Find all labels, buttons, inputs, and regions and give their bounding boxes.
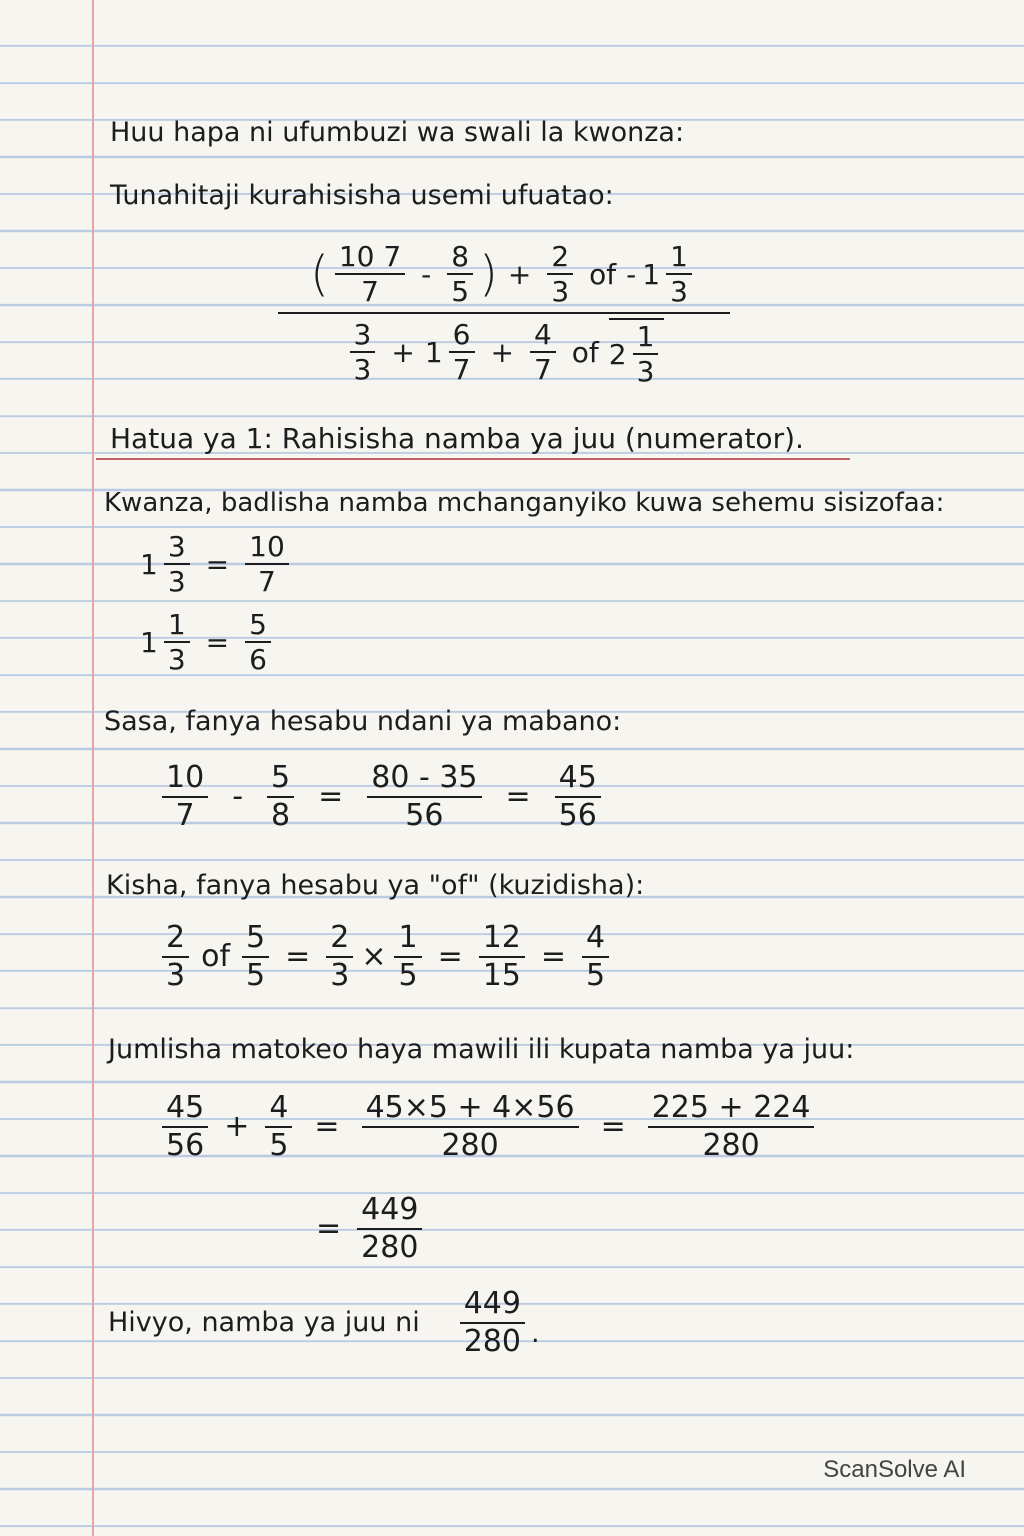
fraction: $\frac{449}{280}$ <box>357 1194 422 1263</box>
fraction: $\frac{10 7}{7}$ <box>335 242 405 307</box>
fraction: $\frac{5}{5}$ <box>242 922 269 991</box>
fraction: $\frac{6}{7}$ <box>449 320 475 385</box>
heading-underline <box>96 458 850 460</box>
fraction: $\frac{2}{3}$ <box>162 922 189 991</box>
fraction: $\frac{2}{3}$ <box>326 922 353 991</box>
fraction: $\frac{5}{6}$ <box>245 610 271 675</box>
main-denominator: $\frac{3}{3}$ + 1 $\frac{6}{7}$ + $\frac{4}{7}$ of 2 $\frac{1}{3}$ <box>278 314 730 390</box>
fraction: $\frac{12}{15}$ <box>479 922 525 991</box>
fraction: $\frac{5}{8}$ <box>267 762 294 831</box>
fraction: $\frac{3}{3}$ <box>164 532 190 597</box>
paren-close: ) <box>479 246 498 302</box>
fraction: $\frac{449}{280}$ <box>460 1288 525 1357</box>
intro-line-1: Huu hapa ni ufumbuzi wa swali la kwonza: <box>110 117 685 148</box>
main-numerator: ( $\frac{10 7}{7}$ - $\frac{8}{5}$ ) + $\frac{2}{3}$ of - 1 $\frac{1}{3}$ <box>278 236 730 312</box>
fraction: $\frac{1}{5}$ <box>394 922 421 991</box>
fraction: $\frac{80 - 35}{56}$ <box>367 762 481 831</box>
conversion-2: 1 $\frac{1}{3}$ = $\frac{5}{6}$ <box>140 610 277 675</box>
fraction: $\frac{4}{5}$ <box>265 1092 292 1161</box>
fraction: $\frac{45}{56}$ <box>555 762 601 831</box>
conversion-1: 1 $\frac{3}{3}$ = $\frac{10}{7}$ <box>140 532 295 597</box>
paren-calculation: $\frac{10}{7}$ - $\frac{5}{8}$ = $\frac{80 - 35}{56}$ = $\frac{45}{56}$ <box>156 762 607 831</box>
overlined-mixed: 2 $\frac{1}{3}$ <box>609 318 665 387</box>
fraction: $\frac{1}{3}$ <box>633 322 659 387</box>
fraction: $\frac{4}{5}$ <box>582 922 609 991</box>
fraction: $\frac{4}{7}$ <box>530 320 556 385</box>
of-calculation: $\frac{2}{3}$ of $\frac{5}{5}$ = $\frac{2}{3}$ × $\frac{1}{5}$ = $\frac{12}{15}$ = $\frac{4}{5}$ <box>156 922 615 991</box>
sum-text: Jumlisha matokeo haya mawili ili kupata namba ya juu: <box>108 1034 855 1065</box>
conclusion: Hivyo, namba ya juu ni $\frac{449}{280}$ . <box>108 1286 540 1359</box>
intro-line-2: Tunahitaji kurahisisha usemi ufuatao: <box>110 180 614 211</box>
fraction: $\frac{45\times 5 + 4\times 56}{280}$ <box>362 1092 579 1161</box>
sum-calculation: $\frac{45}{56}$ + $\frac{4}{5}$ = $\frac{45\times 5 + 4\times 56}{280}$ = $\frac{225 + 224}{280}$ <box>156 1092 820 1161</box>
fraction: $\frac{8}{5}$ <box>447 242 473 307</box>
fraction: $\frac{10}{7}$ <box>245 532 289 597</box>
fraction: $\frac{10}{7}$ <box>162 762 208 831</box>
watermark: ScanSolve AI <box>823 1456 966 1483</box>
margin-line <box>92 0 94 1536</box>
paren-open: ( <box>310 246 329 302</box>
fraction: $\frac{225 + 224}{280}$ <box>648 1092 815 1161</box>
step1-heading: Hatua ya 1: Rahisisha namba ya juu (numerator). <box>110 422 804 455</box>
paren-text: Sasa, fanya hesabu ndani ya mabano: <box>104 706 622 737</box>
fraction: $\frac{45}{56}$ <box>162 1092 208 1161</box>
main-expression <box>278 236 730 390</box>
fraction: $\frac{2}{3}$ <box>547 242 573 307</box>
fraction: $\frac{3}{3}$ <box>350 320 376 385</box>
of-text: Kisha, fanya hesabu ya "of" (kuzidisha): <box>106 870 645 901</box>
fraction: $\frac{1}{3}$ <box>164 610 190 675</box>
sum-result: = $\frac{449}{280}$ <box>306 1194 428 1263</box>
convert-text: Kwanza, badlisha namba mchanganyiko kuwa sehemu sisizofaa: <box>104 488 945 518</box>
fraction: $\frac{1}{3}$ <box>666 242 692 307</box>
